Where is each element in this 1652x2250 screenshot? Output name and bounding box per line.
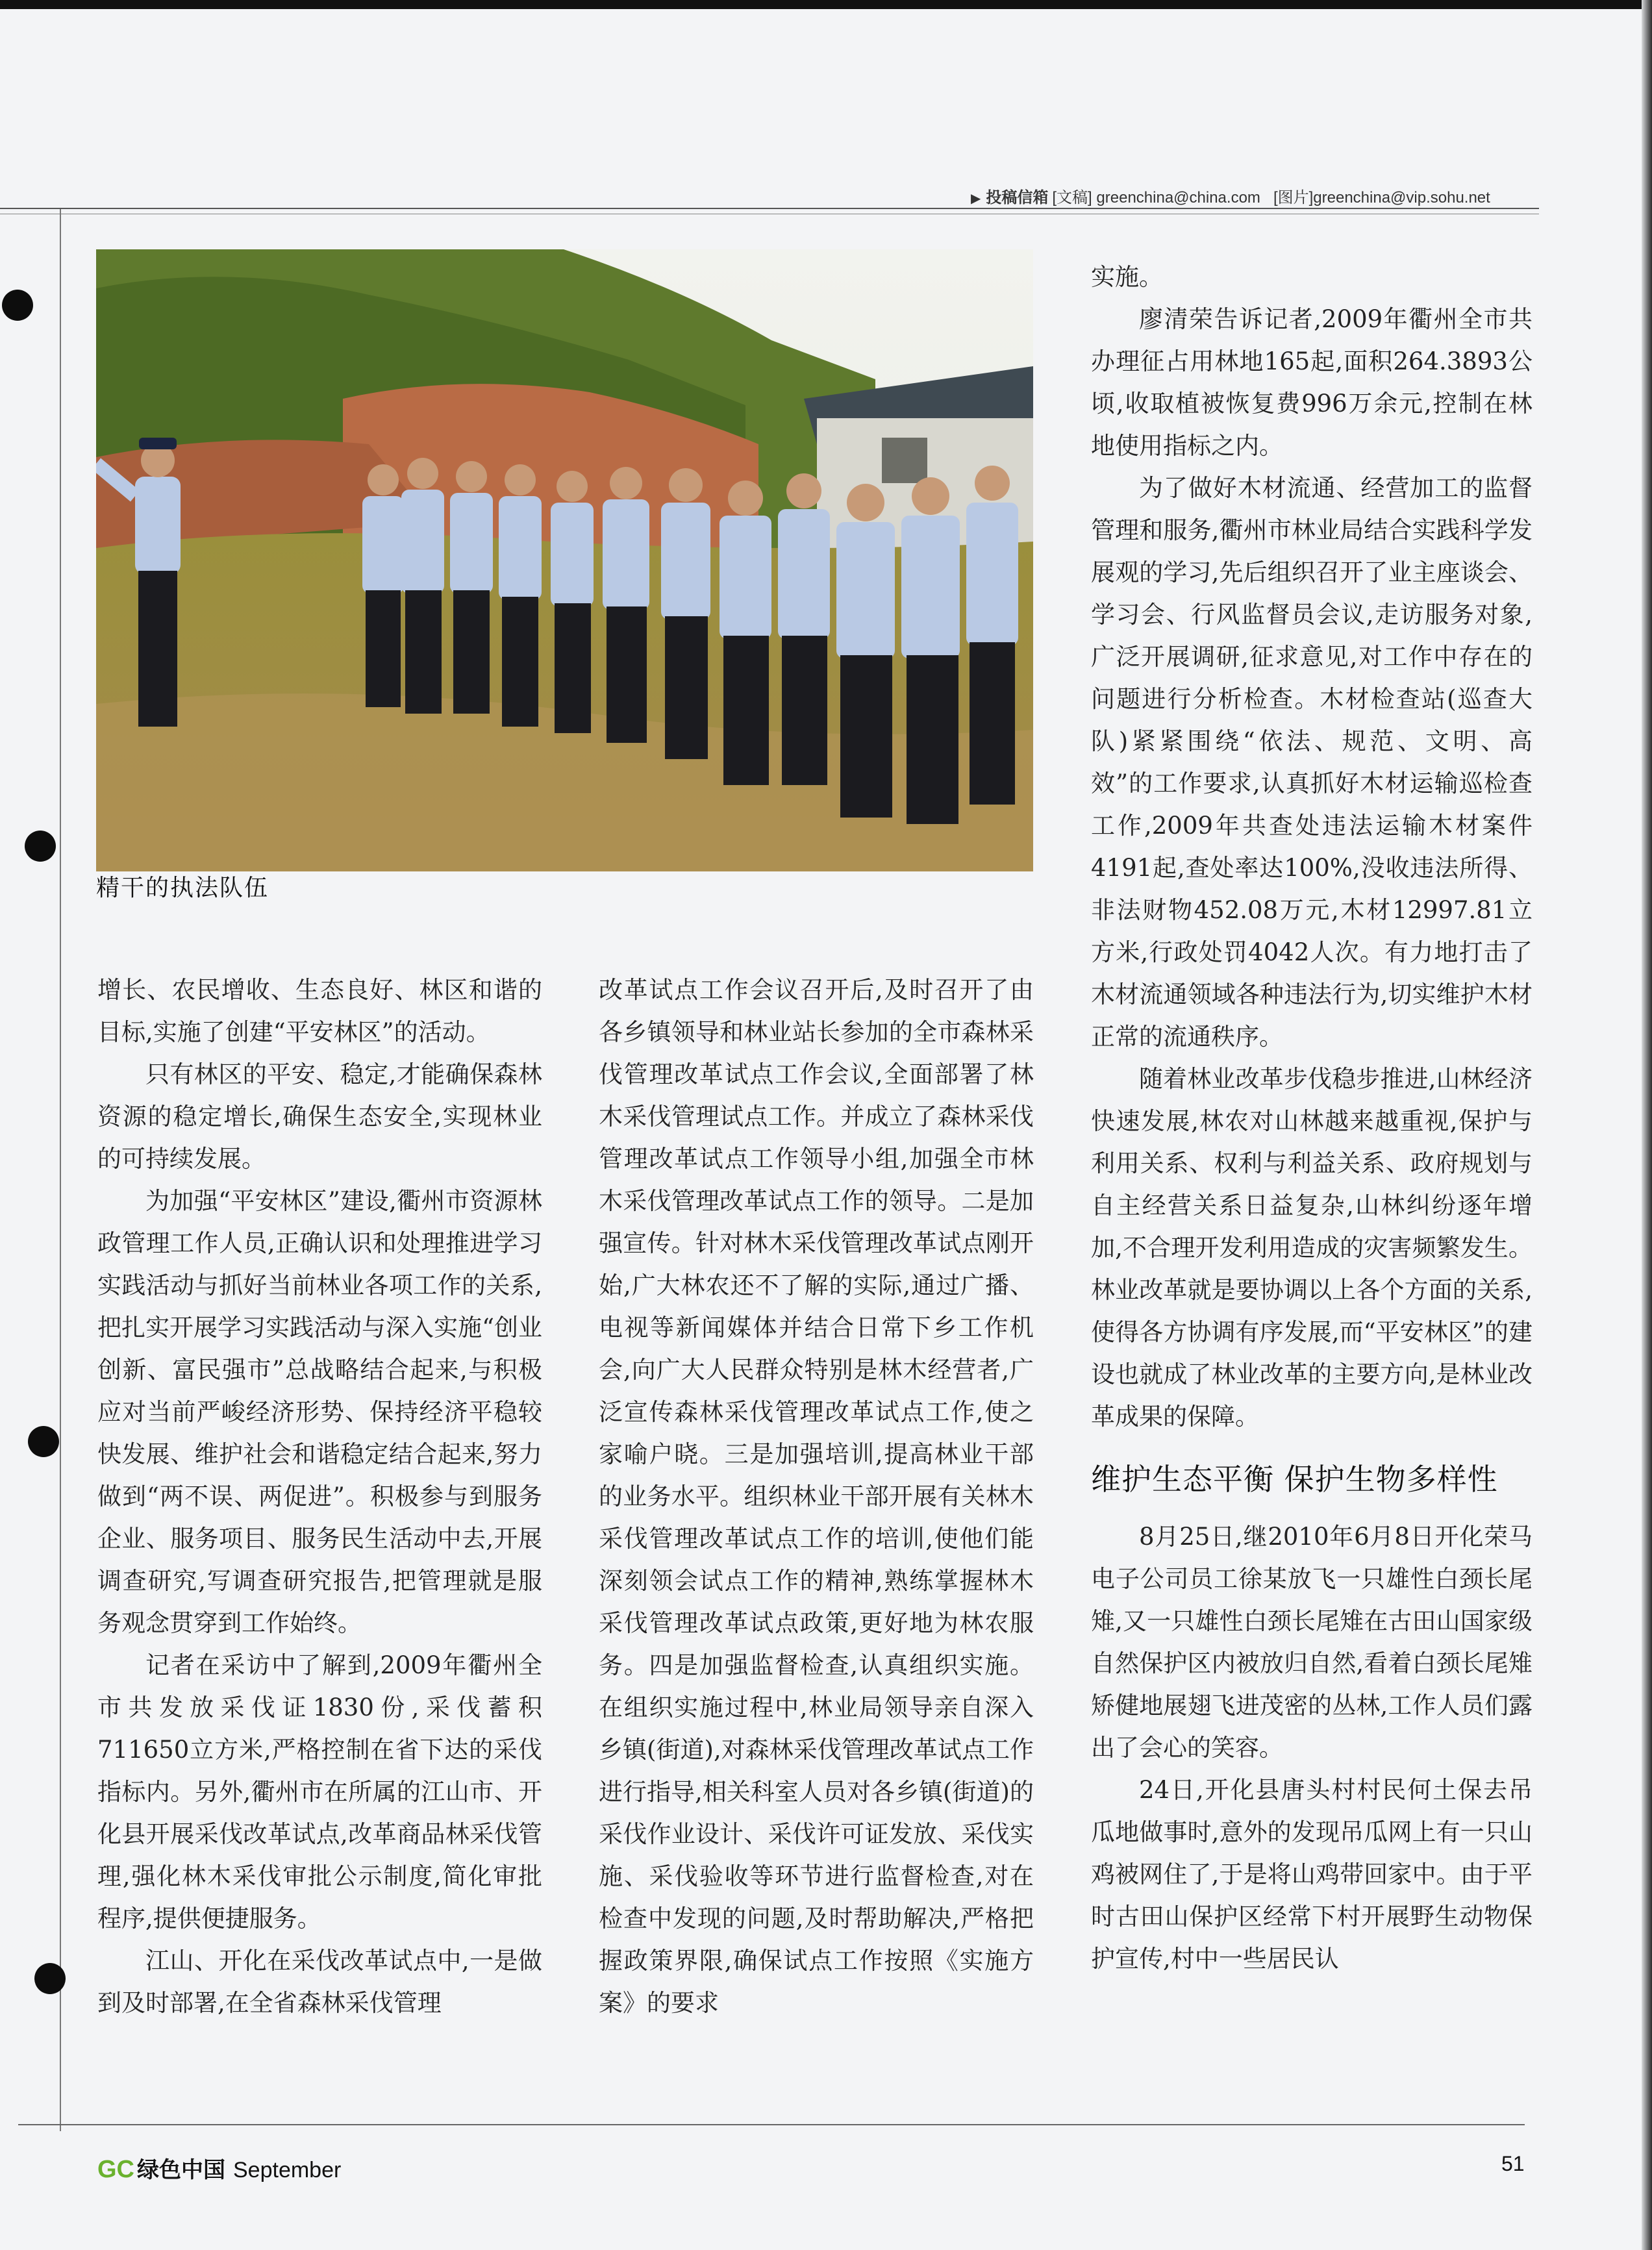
paragraph: 增长、农民增收、生态良好、林区和谐的目标,实施了创建“平安林区”的活动。: [97, 976, 542, 1046]
left-margin-rule: [60, 209, 61, 2131]
binder-hole: [28, 1426, 59, 1457]
article-column-1: [97, 969, 542, 2024]
paragraph: 廖清荣告诉记者,2009年衢州全市共办理征占用林地165起,面积264.3893公顷,收取植被恢复费996万余元,控制在林地使用指标之内。: [1091, 305, 1533, 460]
paragraph: 8月25日,继2010年6月8日开化荣马电子公司员工徐某放飞一只雄性白颈长尾雉,又一只雄性白颈长尾雉在古田山国家级自然保护区内被放归自然,看着白颈长尾雉矫健地展翅飞进茂密的丛林,工作人员们露出了会心的笑容。: [1091, 1523, 1533, 1762]
paragraph: 随着林业改革步伐稳步推进,山林经济快速发展,林农对山林越来越重视,保护与利用关系、权利与利益关系、政府规划与自主经营关系日益复杂,山林纠纷逐年增加,不合理开发利用造成的灾害频繁发生。林业改革就是要协调以上各个方面的关系,使得各方协调有序发展,而“平安林区”的建设也就成了林业改革的主要方向,是林业改革成果的保障。: [1091, 1065, 1533, 1431]
article-column-3: [1091, 256, 1533, 1980]
binder-hole: [2, 290, 33, 321]
gc-logo: GC: [97, 2156, 134, 2183]
binder-hole: [34, 1963, 66, 1994]
issue-month: September: [233, 2158, 342, 2182]
section-heading: 维护生态平衡 保护生物多样性: [1091, 1462, 1498, 1497]
team-photo: [96, 249, 1033, 871]
scan-top-border: [0, 0, 1652, 9]
magazine-footer: [97, 2152, 341, 2184]
magazine-page: [0, 9, 1642, 2250]
footer-rule: [18, 2124, 1525, 2125]
page-number: 51: [1501, 2152, 1525, 2175]
paragraph: 改革试点工作会议召开后,及时召开了由各乡镇领导和林业站长参加的全市森林采伐管理改革试点工作会议,全面部署了林木采伐管理试点工作。并成立了森林采伐管理改革试点工作领导小组,加强全市林木采伐管理改革试点工作的领导。二是加强宣传。针对林木采伐管理改革试点刚开始,广大林农还不了解的实际,通过广播、电视等新闻媒体并结合日常下乡工作机会,向广大人民群众特别是林木经营者,广泛宣传森林采伐管理改革试点工作,使之家喻户晓。三是加强培训,提高林业干部的业务水平。组织林业干部开展有关林木采伐管理改革试点工作的培训,使他们能深刻领会试点工作的精神,熟练掌握林木采伐管理改革试点政策,更好地为林农服务。四是加强监督检查,认真组织实施。在组织实施过程中,林业局领导亲自深入乡镇(街道),对森林采伐管理改革试点工作进行指导,相关科室人员对各乡镇(街道)的采伐作业设计、采伐许可证发放、采伐实施、采伐验收等环节进行监督检查,对在检查中发现的问题,及时帮助解决,严格把握政策界限,确保试点工作按照《实施方案》的要求: [599, 976, 1034, 2017]
submission-header: [971, 184, 1542, 210]
paragraph: 为加强“平安林区”建设,衢州市资源林政管理工作人员,正确认识和处理推进学习实践活动与抓好当前林业各项工作的关系,把扎实开展学习实践活动与深入实施“创业创新、富民强市”总战略结合起来,与积极应对当前严峻经济形势、保持经济平稳较快发展、维护社会和谐稳定结合起来,努力做到“两不误、两促进”。积极参与到服务企业、服务项目、服务民生活动中去,开展调查研究,写调查研究报告,把管理就是服务观念贯穿到工作始终。: [97, 1187, 542, 1637]
binder-hole: [25, 831, 56, 862]
image-tag: [图片]: [1273, 189, 1314, 206]
header-label: 投稿信箱: [986, 189, 1049, 206]
text-email[interactable]: greenchina@china.com: [1096, 189, 1260, 206]
image-email[interactable]: greenchina@vip.sohu.net: [1313, 189, 1490, 206]
text-tag: [文稿]: [1052, 189, 1092, 206]
paragraph: 24日,开化县唐头村村民何土保去吊瓜地做事时,意外的发现吊瓜网上有一只山鸡被网住了,于是将山鸡带回家中。由于平时古田山保护区经常下村开展野生动物保护宣传,村中一些居民认: [1091, 1776, 1533, 1973]
magazine-name: 绿色中国: [137, 2157, 225, 2183]
header-rule: [0, 208, 1539, 209]
paragraph: 实施。: [1091, 263, 1163, 291]
paragraph: 江山、开化在采伐改革试点中,一是做到及时部署,在全省森林采伐管理: [97, 1947, 542, 2017]
article-column-2: [599, 969, 1034, 2024]
scan-right-edge: [1642, 0, 1652, 2250]
photo-caption: 精干的执法队伍: [96, 875, 269, 901]
team-photo-illustration: [96, 249, 1033, 871]
paragraph: 为了做好木材流通、经营加工的监督管理和服务,衢州市林业局结合实践科学发展观的学习,先后组织召开了业主座谈会、学习会、行风监督员会议,走访服务对象,广泛开展调研,征求意见,对工作中存在的问题进行分析检查。木材检查站(巡查大队)紧紧围绕“依法、规范、文明、高效”的工作要求,认真抓好木材运输巡检查工作,2009年共查处违法运输木材案件4191起,查处率达100%,没收违法所得、非法财物452.08万元,木材12997.81立方米,行政处罚4042人次。有力地打击了木材流通领域各种违法行为,切实维护木材正常的流通秩序。: [1091, 474, 1533, 1051]
triangle-arrow-icon: ▶: [971, 192, 981, 206]
paragraph: 只有林区的平安、稳定,才能确保森林资源的稳定增长,确保生态安全,实现林业的可持续发展。: [97, 1060, 542, 1173]
paragraph: 记者在采访中了解到,2009年衢州全市共发放采伐证1830份,采伐蓄积711650立方米,严格控制在省下达的采伐指标内。另外,衢州市在所属的江山市、开化县开展采伐改革试点,改革商品林采伐管理,强化林木采伐审批公示制度,简化审批程序,提供便捷服务。: [97, 1651, 542, 1932]
